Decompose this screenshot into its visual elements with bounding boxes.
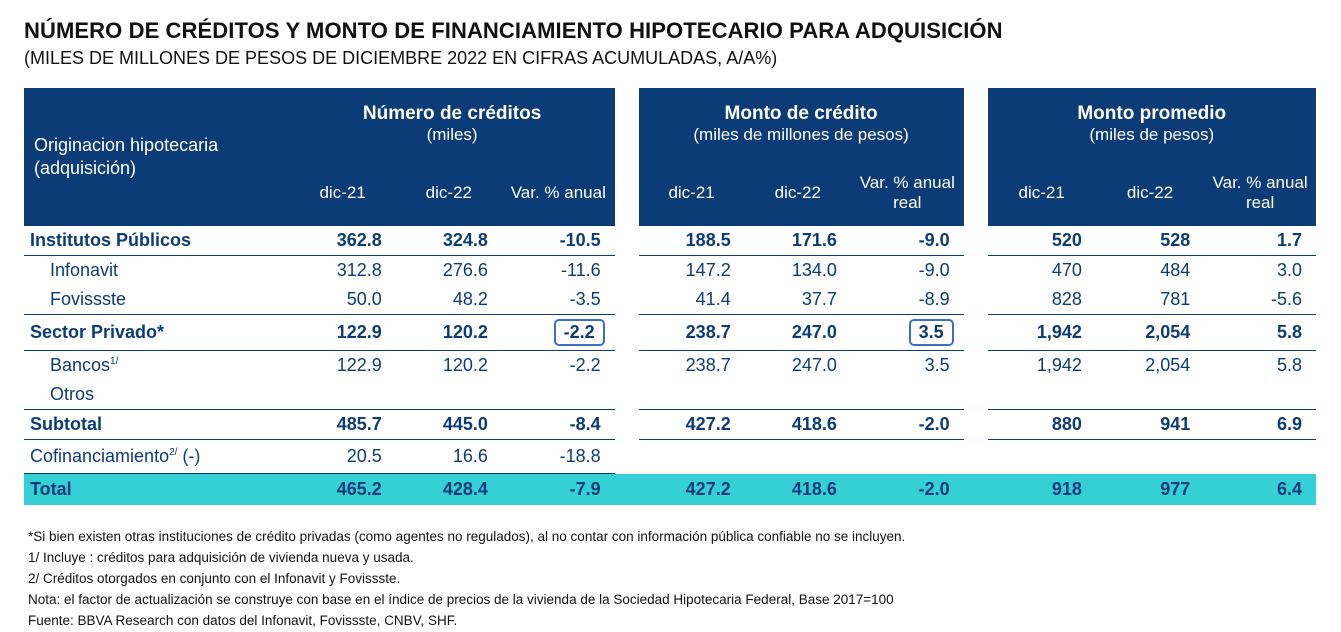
group-header-monto-unit: (miles de millones de pesos) (693, 125, 909, 145)
table-row (24, 380, 1316, 410)
cell-value (988, 440, 1096, 474)
cell-value: 528 (1096, 226, 1204, 256)
cell-value: 171.6 (745, 226, 851, 256)
cell-value (1096, 380, 1204, 410)
group-header-promedio-unit: (miles de pesos) (1089, 125, 1215, 145)
cell-value: -5.6 (1204, 285, 1316, 315)
cell-value: 247.0 (745, 315, 851, 351)
cell-value: 520 (988, 226, 1096, 256)
row-label: Otros (24, 380, 290, 410)
subheader-g3-var: Var. % anual real (1204, 160, 1316, 226)
cell-value: -9.0 (918, 260, 950, 280)
cell-value: 918 (988, 474, 1096, 506)
footnotes (28, 527, 905, 632)
group-header-creditos-name: Número de créditos (362, 103, 542, 125)
cell-value (639, 380, 745, 410)
row-label (24, 440, 290, 474)
cell-value: 147.2 (685, 260, 731, 280)
column-gap (964, 351, 988, 381)
group-header-creditos-unit: (miles) (426, 125, 478, 145)
cell-value: 324.8 (396, 226, 502, 256)
cell-value: 2,054 (1096, 315, 1204, 351)
cell-value: 418.6 (745, 474, 851, 506)
footnote-line: *Si bien existen otras instituciones de crédito privadas (como agentes no regulados), al no contar con información pública confiable no se incluyen. (28, 529, 906, 544)
row-label-footnote-ref: 1/ (110, 356, 119, 367)
cell-value: 50.0 (290, 285, 396, 315)
column-gap (615, 410, 639, 440)
stub-header-line2: (adquisición) (34, 158, 137, 178)
column-gap (615, 474, 639, 506)
cell-value: -10.5 (502, 226, 615, 256)
row-label: Fovissste (24, 285, 290, 315)
cell-value: 20.5 (290, 440, 396, 474)
cell-value: 5.8 (1276, 355, 1302, 375)
cell-value (745, 440, 851, 474)
table-row (24, 351, 1316, 381)
cell-value: 247.0 (791, 355, 837, 375)
cell-value: -3.5 (502, 285, 615, 315)
cell-value-highlighted (851, 315, 964, 351)
table-row (24, 256, 1316, 286)
cell-value: 362.8 (290, 226, 396, 256)
cell-value: 122.9 (290, 315, 396, 351)
cell-value: 188.5 (639, 226, 745, 256)
page-title: NÚMERO DE CRÉDITOS Y MONTO DE FINANCIAMIENTO HIPOTECARIO PARA ADQUISICIÓN (24, 18, 1003, 43)
table-row (24, 315, 1316, 351)
cell-value: -7.9 (502, 474, 615, 506)
table-row-total (24, 474, 1316, 506)
cell-value (502, 380, 615, 410)
cell-value: 3.5 (924, 355, 950, 375)
cell-value: 48.2 (396, 285, 502, 315)
group-header-creditos (290, 88, 615, 160)
column-gap-4 (964, 160, 988, 226)
cell-value: 37.7 (745, 285, 851, 315)
cell-value: 122.9 (336, 355, 382, 375)
footnote-line: Fuente: BBVA Research con datos del Infonavit, Fovissste, CNBV, SHF. (28, 612, 458, 628)
cell-value: 418.6 (745, 410, 851, 440)
row-label-text: Bancos (50, 355, 111, 375)
cell-value: -8.9 (851, 285, 964, 315)
cell-value (639, 440, 745, 474)
cell-value (1096, 440, 1204, 474)
column-gap (964, 256, 988, 286)
cell-value: 312.8 (336, 260, 382, 280)
column-gap (615, 285, 639, 315)
cell-value: 1,942 (1036, 355, 1082, 375)
cell-value (290, 380, 396, 410)
row-label-footnote-ref: 2/ (169, 447, 178, 458)
cell-value: 6.9 (1204, 410, 1316, 440)
column-gap (615, 315, 639, 351)
cell-value: 3.0 (1276, 260, 1302, 280)
group-header-promedio (988, 88, 1317, 160)
cell-value: 781 (1096, 285, 1204, 315)
cell-value: 484 (1160, 260, 1191, 280)
cell-value: 427.2 (639, 474, 745, 506)
column-gap-3 (615, 160, 639, 226)
cell-value: -2.2 (569, 355, 601, 375)
cell-value: 880 (988, 410, 1096, 440)
subheader-g1-var: Var. % anual (502, 160, 615, 226)
cell-value: 276.6 (442, 260, 488, 280)
cell-value: 134.0 (791, 260, 837, 280)
group-header-monto-name: Monto de crédito (724, 103, 878, 125)
footnote-line: 1/ Incluye : créditos para adquisición de vivienda nueva y usada. (28, 549, 414, 565)
cell-value (396, 380, 502, 410)
column-gap (615, 380, 639, 410)
cell-value (1204, 440, 1316, 474)
row-label: Institutos Públicos (24, 226, 290, 256)
cell-value: 41.4 (639, 285, 745, 315)
row-label: Subtotal (24, 410, 290, 440)
stub-header-line1: Originacion hipotecaria (34, 134, 219, 155)
column-gap (964, 226, 988, 256)
cell-value: 485.7 (290, 410, 396, 440)
column-gap-2 (964, 88, 988, 160)
column-gap (615, 256, 639, 286)
cell-value: -8.4 (502, 410, 615, 440)
cell-value: 470 (1051, 260, 1082, 280)
cell-value (851, 440, 964, 474)
row-label: Total (24, 474, 290, 506)
column-gap (964, 410, 988, 440)
cell-value: -9.0 (851, 226, 964, 256)
column-gap (964, 315, 988, 351)
subheader-g2-dic21: dic-21 (639, 160, 745, 226)
footnote-line: Nota: el factor de actualización se construye con base en el índice de precios de la vivienda de la Sociedad Hipotecaria Federal, Base 2017=100 (28, 591, 894, 607)
cell-value: 465.2 (290, 474, 396, 506)
column-gap (615, 351, 639, 381)
subheader-g1-dic21: dic-21 (290, 160, 396, 226)
cell-value: 120.2 (396, 315, 502, 351)
column-gap-1 (615, 88, 639, 160)
table-group-header-row (24, 88, 1316, 160)
cell-value: 941 (1096, 410, 1204, 440)
cell-value: 1.7 (1204, 226, 1316, 256)
table-row (24, 440, 1316, 474)
cell-value: 238.7 (639, 315, 745, 351)
column-gap (964, 380, 988, 410)
cell-value: 1,942 (988, 315, 1096, 351)
column-gap (964, 440, 988, 474)
column-gap (615, 226, 639, 256)
highlight-box: 3.5 (909, 319, 954, 346)
row-label: Infonavit (50, 260, 119, 280)
cell-value: 828 (988, 285, 1096, 315)
subheader-g1-dic22: dic-22 (396, 160, 502, 226)
cell-value (851, 380, 964, 410)
column-gap (615, 440, 639, 474)
highlight-box: -2.2 (554, 319, 605, 346)
column-gap (964, 285, 988, 315)
cell-value: -2.0 (851, 410, 964, 440)
cell-value (1204, 380, 1316, 410)
table-row (24, 410, 1316, 440)
table-row (24, 285, 1316, 315)
group-header-promedio-name: Monto promedio (1077, 103, 1227, 125)
cell-value: 2,054 (1145, 355, 1191, 375)
row-label: Sector Privado* (24, 315, 290, 351)
cell-value (745, 380, 851, 410)
column-gap (964, 474, 988, 506)
row-label-text: Cofinanciamiento (30, 446, 170, 466)
subheader-g2-dic22: dic-22 (745, 160, 851, 226)
group-header-monto (639, 88, 964, 160)
subheader-g3-dic22: dic-22 (1096, 160, 1204, 226)
cell-value: 428.4 (396, 474, 502, 506)
cell-value: 6.4 (1204, 474, 1316, 506)
data-table (24, 88, 1316, 505)
row-label (24, 351, 290, 381)
subheader-g3-dic21: dic-21 (988, 160, 1096, 226)
cell-value: 5.8 (1204, 315, 1316, 351)
cell-value: 120.2 (442, 355, 488, 375)
cell-value-highlighted (502, 315, 615, 351)
cell-value: 977 (1096, 474, 1204, 506)
cell-value: 427.2 (639, 410, 745, 440)
page-subtitle: (MILES DE MILLONES DE PESOS DE DICIEMBRE 2022 EN CIFRAS ACUMULADAS, A/A%) (24, 48, 778, 68)
cell-value: -18.8 (502, 440, 615, 474)
subheader-g2-var: Var. % anual real (851, 160, 964, 226)
footnote-line: 2/ Créditos otorgados en conjunto con el Infonavit y Fovissste. (28, 570, 401, 586)
cell-value: 16.6 (396, 440, 502, 474)
cell-value: 445.0 (396, 410, 502, 440)
cell-value: -2.0 (851, 474, 964, 506)
cell-value: -11.6 (560, 260, 601, 280)
row-label-suffix: (-) (177, 446, 201, 466)
table-row (24, 226, 1316, 256)
cell-value: 238.7 (685, 355, 731, 375)
cell-value (988, 380, 1096, 410)
stub-header (24, 88, 290, 226)
